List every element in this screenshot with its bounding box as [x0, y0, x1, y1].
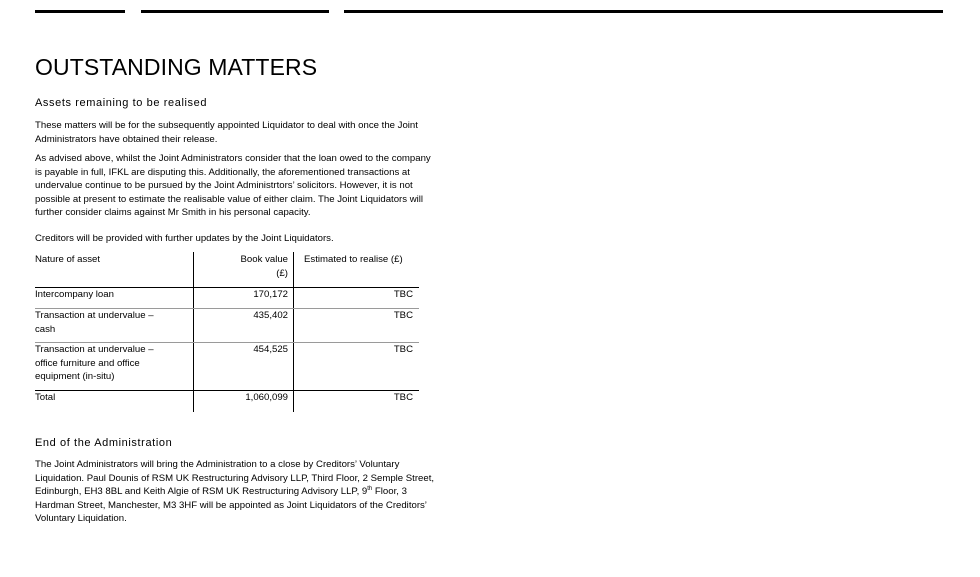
total-book-value: 1,060,099 — [245, 392, 288, 403]
asset-table — [35, 252, 419, 412]
row-nature — [35, 288, 114, 302]
row-nature-line: Transaction at undervalue – — [35, 310, 154, 321]
row-book-value: 170,172 — [253, 289, 288, 300]
row-book-value: 435,402 — [253, 310, 288, 321]
page-title: OUTSTANDING MATTERS — [35, 54, 318, 80]
row-book-value: 454,525 — [253, 344, 288, 355]
header-book-value-line: Book value — [240, 254, 288, 265]
total-estimated: TBC — [393, 392, 413, 403]
text-line: The Joint Administrators will bring the Administration to a close by Creditors’ Voluntary — [35, 459, 400, 470]
text-line: Liquidation. Paul Dounis of RSM UK Restructuring Advisory LLP, Third Floor, 2 Semple Street, — [35, 472, 435, 484]
assets-section-heading: Assets remaining to be realised — [35, 97, 208, 109]
row-estimated: TBC — [393, 289, 413, 300]
header-nature-of-asset: Nature of asset — [35, 254, 101, 265]
text-line: Administrators have obtained their release. — [35, 133, 218, 145]
row-nature-line: Transaction at undervalue – — [35, 344, 154, 355]
text-line: possible at present to estimate the realisable value of either claim. The Joint Liquidators will — [35, 193, 424, 205]
text-line: Voluntary Liquidation. — [35, 513, 127, 524]
ordinal-suffix: th — [367, 486, 373, 492]
table-column-divider — [193, 252, 194, 412]
header-rule-3 — [344, 10, 943, 13]
end-of-administration-paragraph — [35, 458, 434, 526]
header-book-value — [195, 253, 288, 280]
row-estimated: TBC — [393, 344, 413, 355]
assets-paragraph-1 — [35, 119, 418, 146]
row-estimated: TBC — [393, 310, 413, 321]
text-line: further consider claims against Mr Smith in his personal capacity. — [35, 207, 311, 218]
assets-paragraph-3: Creditors will be provided with further updates by the Joint Liquidators. — [35, 233, 334, 244]
row-nature-line: cash — [35, 323, 56, 335]
header-rule-1 — [35, 10, 125, 13]
row-nature-line: office furniture and office — [35, 357, 140, 369]
row-nature-line: Intercompany loan — [35, 289, 114, 300]
header-rule-2 — [141, 10, 329, 13]
text-fragment: Edinburgh, EH3 8BL and Keith Algie of RSM UK Restructuring Advisory LLP, 9 — [35, 486, 368, 497]
header-book-value-unit: (£) — [276, 267, 288, 279]
text-line: Hardman Street, Manchester, M3 3HF will be appointed as Joint Liquidators of the Creditors’ — [35, 499, 427, 511]
text-line: is payable in full, IFKL are disputing this. Additionally, the aforementioned transactions at — [35, 166, 410, 178]
total-label: Total — [35, 392, 56, 403]
assets-paragraph-2 — [35, 152, 431, 220]
text-line — [35, 485, 434, 499]
text-line: These matters will be for the subsequently appointed Liquidator to deal with once the Joint — [35, 120, 418, 131]
table-column-divider — [293, 252, 294, 412]
end-of-administration-heading: End of the Administration — [35, 437, 173, 449]
text-line: As advised above, whilst the Joint Administrators consider that the loan owed to the company — [35, 153, 431, 164]
row-nature-line: equipment (in-situ) — [35, 371, 115, 382]
row-nature — [35, 309, 154, 336]
text-fragment: Floor, 3 — [372, 486, 407, 497]
text-line: undervalue continue to be pursued by the Joint Administrtors’ solicitors. However, it is not — [35, 180, 413, 191]
row-nature — [35, 343, 154, 384]
header-estimated-to-realise: Estimated to realise (£) — [304, 254, 403, 265]
